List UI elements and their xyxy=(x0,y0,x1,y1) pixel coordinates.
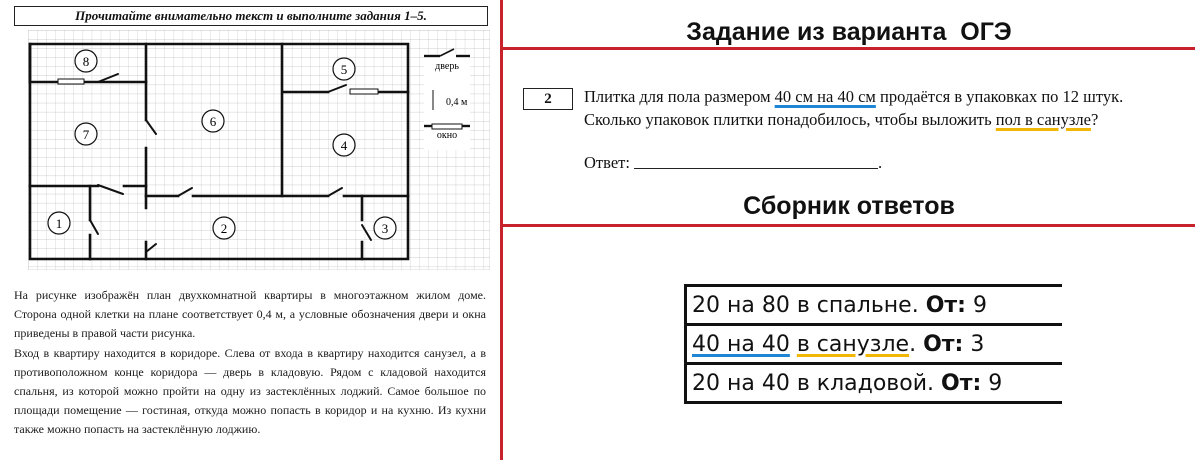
answer-row: 20 на 40 в кладовой. От: 9 xyxy=(684,362,1062,404)
svg-text:2: 2 xyxy=(220,221,228,236)
legend-window-label: окно xyxy=(436,130,458,141)
room-1-label xyxy=(48,212,70,234)
legend-door-label: дверь xyxy=(435,61,459,72)
answer-row: 40 на 40 в санузле. От: 3 xyxy=(684,323,1062,362)
divider-top xyxy=(500,47,1195,50)
room-5-label xyxy=(333,58,355,80)
plan-description xyxy=(14,286,486,440)
answers-table xyxy=(684,284,1062,404)
answer-row: 20 на 80 в спальне. От: 9 xyxy=(684,284,1062,323)
room-3-label xyxy=(374,217,396,239)
task-text: Плитка для пола размером 40 см на 40 см продаётся в упаковках по 12 штук. Сколько упаковок плитки понадобилось, чтобы выложить пол в санузле? xyxy=(584,87,1124,129)
plan-paragraph-2: Вход в квартиру находится в коридоре. Слева от входа в квартиру находится санузел, а в противоположном конце коридора — дверь в кладовую. Рядом с кладовой находится спальня, из которой можно пройти на одну из застеклённых лоджий. Самое большое по площади помещение — гостиная, откуда можно попасть в коридор и на кухню. Из кухни также можно попасть на застеклённую лоджию. xyxy=(14,345,486,437)
vertical-divider xyxy=(500,0,503,460)
svg-text:5: 5 xyxy=(340,62,348,77)
svg-text:7: 7 xyxy=(82,127,90,142)
svg-text:1: 1 xyxy=(55,216,63,231)
svg-text:4: 4 xyxy=(340,138,348,153)
answers-title: Сборник ответов xyxy=(743,192,955,220)
svg-text:6: 6 xyxy=(209,114,217,129)
highlight-tile-size: 40 см на 40 см xyxy=(774,87,876,106)
task-title: Задание из варианта ОГЭ xyxy=(686,18,1012,46)
instruction-header: Прочитайте внимательно текст и выполните задания 1–5. xyxy=(14,6,488,26)
highlight-bathroom: пол в санузле xyxy=(995,110,1091,129)
legend-scale-label: 0,4 м xyxy=(446,97,468,108)
svg-text:8: 8 xyxy=(82,54,90,69)
divider-middle xyxy=(500,224,1195,227)
apartment-floor-plan xyxy=(28,30,490,270)
room-4-label xyxy=(333,134,355,156)
plan-paragraph-1: На рисунке изображён план двухкомнатной квартиры в многоэтажном жилом доме. Сторона одной клетки на плане соответствует 0,4 м, а условные обозначения двери и окна приведены в правой части рисунка. xyxy=(14,288,486,341)
room-2-label xyxy=(213,217,235,239)
svg-text:3: 3 xyxy=(381,221,389,236)
room-7-label xyxy=(75,123,97,145)
plan-legend xyxy=(424,49,470,150)
answer-blank[interactable] xyxy=(634,153,878,169)
room-8-label xyxy=(75,50,97,72)
task-number-box: 2 xyxy=(523,88,573,110)
answer-line: Ответ: . xyxy=(584,153,883,172)
answer-label: Ответ: xyxy=(584,153,630,172)
room-6-label xyxy=(202,110,224,132)
